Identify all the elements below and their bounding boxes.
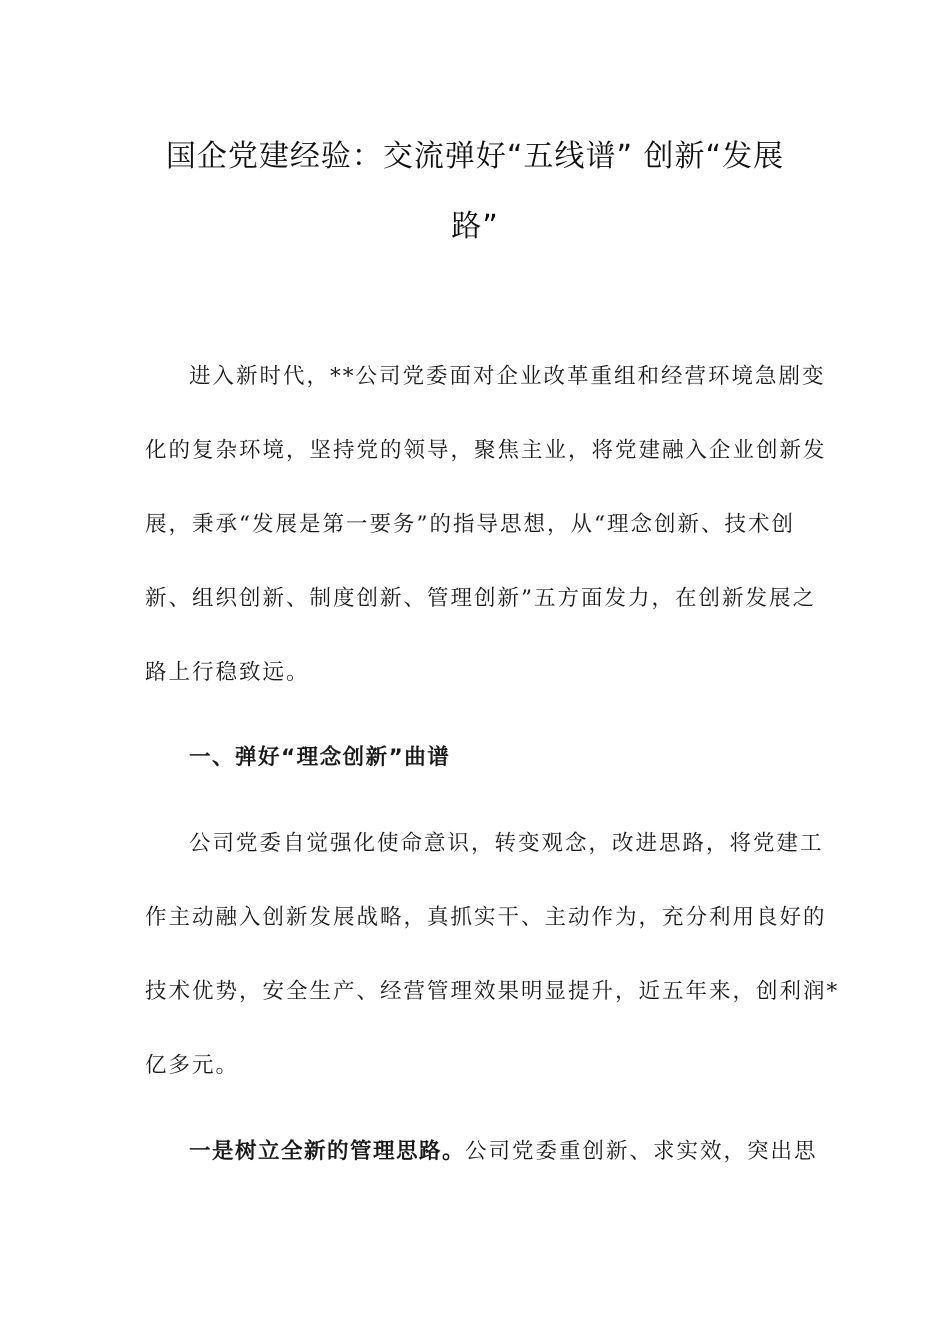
paragraph-line: 进入新时代，**公司党委面对企业改革重组和经营环境急剧变 [189, 364, 826, 389]
paragraph-line: 作主动融入创新发展战略，真抓实干、主动作为，充分利用良好的 [145, 905, 827, 930]
paragraph-line [189, 1137, 818, 1167]
document-title [150, 128, 800, 256]
paragraph-line: 技术优势，安全生产、经营管理效果明显提升，近五年来，创利润* [145, 979, 840, 1004]
paragraph-line: 路上行稳致远。 [145, 660, 310, 685]
paragraph-line: 公司党委自觉强化使命意识，转变观念，改进思路，将党建工 [189, 831, 824, 856]
paragraph-rest-text: 公司党委重创新、求实效，突出思 [465, 1139, 818, 1164]
section-heading-text: 一、弹好“理念创新”曲谱 [189, 745, 451, 770]
title-line-2: 路” [451, 209, 499, 244]
paragraph-line: 化的复杂环境，坚持党的领导，聚焦主业，将党建融入企业创新发 [145, 438, 827, 463]
paragraph-line: 新、组织创新、制度创新、管理创新”五方面发力，在创新发展之 [145, 586, 816, 611]
paragraph-line: 亿多元。 [145, 1053, 240, 1078]
paragraph-line: 展，秉承“发展是第一要务”的指导思想，从“理念创新、技术创 [145, 512, 795, 537]
bold-lead-text: 一是树立全新的管理思路。 [189, 1139, 466, 1164]
title-line-1: 国企党建经验：交流弹好“五线谱” 创新“发展 [165, 139, 785, 174]
